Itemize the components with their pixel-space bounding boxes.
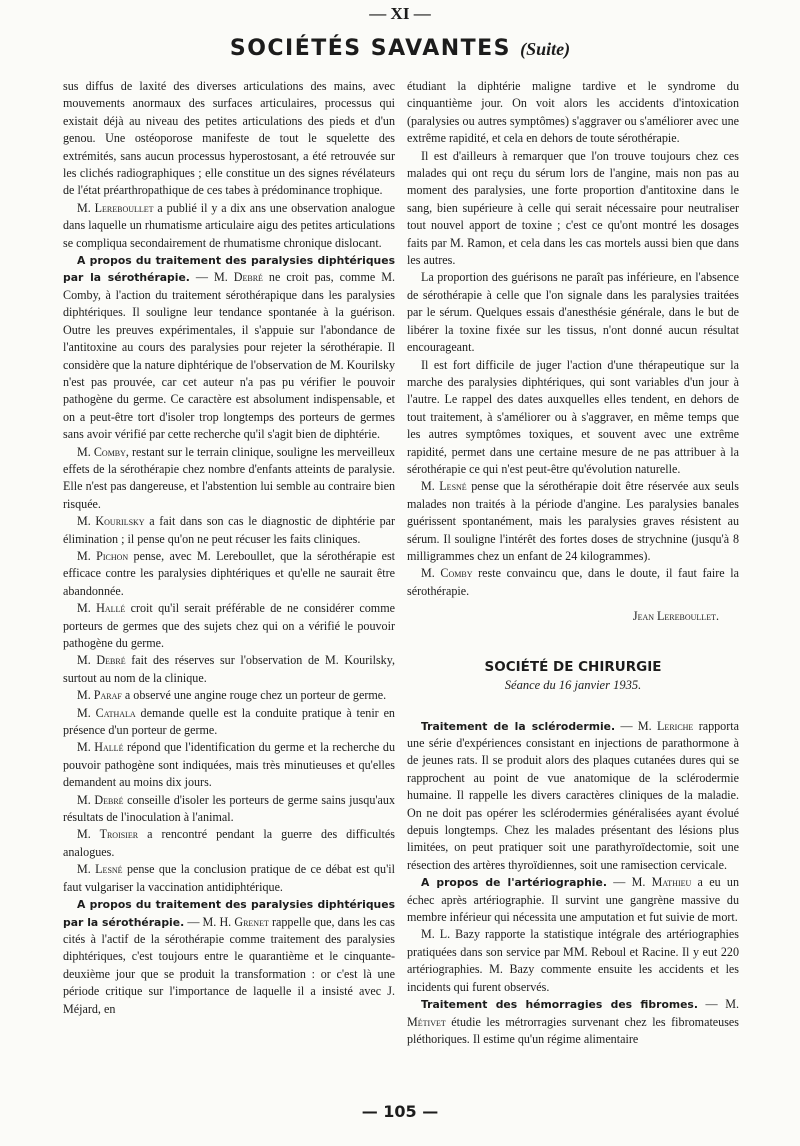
speaker-name: M. Troisier [77, 827, 139, 842]
topic-heading: A propos du traitement des paralysies diphtériques par la sérothérapie. [63, 898, 395, 929]
page-header-roman-numeral: — XI — [369, 4, 431, 23]
paragraph: Il est d'ailleurs à remarquer que l'on trouve toujours chez ces malades qui ont reçu du sérum lors de l'angine, mais non pas au moment des paralysies, une forte proportion d'antitoxine dans le sang, bien supérieure à celle qui serait nécessaire pour neutraliser tout nouvel apport de toxine ; c'est ce qu'ont montré les dosages faits par M. Ramon, et cela dans les cas mortels aussi bien que dans les autres. [407, 148, 739, 268]
paragraph: sus diffus de laxité des diverses articulations des mains, avec mouvements anormaux des surfaces articulaires, processus qui existait déjà au niveau des petites articulations des pieds et d'un genou. Une ostéoporose manifeste de tout le squelette des extrémités, sans aucun processus hyperostosant, a été retrouvée sur les clichés radiographiques ; elle constitue un des signes révélateurs de l'état préarthropathique de ces tabes à prédominance trophique. [63, 79, 395, 198]
paragraph: Il est fort difficile de juger l'action d'une thérapeutique sur la marche des paralysies diphtériques, qui sont variables d'un jour à l'autre. Le rappel des dates auxquelles elles tendent, en dehors de tout traitement, à s'améliorer ou à s'aggraver, en même temps que les autres symptômes toxiques, et souvent avec une extrême rapidité, permet dans une certaine mesure de ne pas attribuer à la sérothérapie ce qui n'est peut-être qu'évolution naturelle. [407, 357, 739, 476]
speaker-name: M. Lesné [421, 479, 467, 494]
paragraph: M. Hallé répond que l'identification du germe et la recherche du pouvoir pathogène sont indiquées, mais très minutieuses et qu'elles demandent au moins dix jours. [63, 740, 395, 790]
page-number: — 105 — [361, 1102, 439, 1121]
paragraph: M. Kourilsky a fait dans son cas le diagnostic de diphtérie par élimination ; il pense qu'on ne peut récuser les faits cliniques. [63, 514, 396, 546]
paragraph: M. Lesné pense que la sérothérapie doit être réservée aux seuls malades non traités à la période d'angine. Les paralysies banales guérissent spontanément, mais les paralysies graves résistent au sérum. Il souligne l'intérêt des fortes doses de strychnine (jusqu'à 8 milligrammes chez un enfant de 24 kilogrammes). [407, 479, 739, 563]
speaker-name: M. Lesné [77, 862, 123, 877]
right-column [407, 78, 739, 1048]
speaker-name: M. Debré [77, 792, 124, 807]
topic-heading: Traitement des hémorragies des fibromes. [421, 998, 698, 1012]
paragraph: Traitement de la sclérodermie. — M. Leriche rapporta une série d'expériences consistant en injections de parathormone à de jeunes rats. Il se produit alors des plaques cutanées dures qui se rapprochent au point de vue anatomique de la sclérodermie humaine. Il rappelle les divers caractères cliniques de la maladie. On ne doit pas opérer les sclérodermies généralisées ayant évolué depuis longtemps. Chez les malades présentant des lésions plus limitées, on peut pratiquer soit une parathyroïdectomie, soit une résection des artères thyroïdiennes, soit une ramisection cervicale. [407, 718, 739, 872]
topic-heading: A propos du traitement des paralysies diphtériques par la sérothérapie. [63, 254, 395, 285]
speaker-name: M. Comby [77, 444, 126, 459]
paragraph: A propos du traitement des paralysies diphtériques par la sérothérapie. — M. Debré ne croit pas, comme M. Comby, à l'action du traitement sérothérapique dans les paralysies diphtériques. Il souligne leur tendance spontanée à la guérison. Outre les preuves expérimentales, il s'appuie sur l'abondance de l'antitoxine au cours des paralysies pour rejeter la sérothérapie. Il considère que la nature diphtérique de l'observation de M. Kourilsky n'est pas prouvée, car cet auteur n'a pas pu vérifier le pouvoir pathogène du germe. Ce caractère est absolument indispensable, et on a peut-être tort d'isoler trop longtemps des porteurs de germes sans avoir vérifié par cette recherche qu'il s'agit bien de diphtérie. [63, 254, 395, 442]
paragraph: Traitement des hémorragies des fibromes. — M. Métivet étudie les métrorragies survenant chez les fibromateuses pléthoriques. Il estime qu'un régime alimentaire [407, 997, 739, 1046]
speaker-name: M. Comby [421, 566, 473, 581]
section-title: SOCIÉTÉ DE CHIRURGIE [484, 658, 662, 675]
speaker-name: M. Lereboullet [77, 200, 154, 215]
paragraph: M. Pichon pense, avec M. Lereboullet, que la sérothérapie est efficace contre les paralysies diphtériques et qu'elle ne saurait être abandonnée. [63, 548, 396, 598]
paragraph: M. Troisier a rencontré pendant la guerre des difficultés analogues. [63, 827, 395, 859]
left-column [63, 78, 395, 1018]
paragraph: A propos du traitement des paralysies diphtériques par la sérothérapie. — M. H. Grenet rappelle que, dans les cas cités à l'actif de la sérothérapie comme traitement des paralysies diphtériques, c'est toujours entre le quarantième et le cinquante-deuxième jour que se produit la transformation : or c'est là une période critique sur l'importance de laquelle il a insisté avec J. Méjard, en [63, 898, 395, 1016]
topic-heading: A propos de l'artériographie. [421, 876, 607, 890]
paragraph: M. Comby, restant sur le terrain clinique, souligne les merveilleux effets de la sérothérapie chez nombre d'enfants atteints de paralysie. Elle n'est pas dangereuse, et l'abstention lui semble au contraire bien risquée. [63, 444, 395, 511]
paragraph: M. Comby reste convaincu que, dans le doute, il faut faire la sérothérapie. [407, 566, 739, 598]
paragraph: M. Cathala demande quelle est la conduite pratique à tenir en présence d'un porteur de germe. [63, 705, 395, 738]
topic-heading: Traitement de la sclérodermie. [421, 719, 616, 733]
speaker-name: M. Kourilsky [77, 514, 145, 529]
speaker-name: — M. Métivet [407, 997, 739, 1029]
paragraph: M. Debré conseille d'isoler les porteurs de germe sains jusqu'aux résultats de l'inoculation à l'animal. [63, 792, 396, 825]
speaker-name: M. Pichon [77, 548, 129, 563]
speaker-name: M. Debré [77, 653, 126, 668]
title-main: SOCIÉTÉS SAVANTES [229, 36, 512, 61]
paragraph: A propos de l'artériographie. — M. Mathieu a eu un échec après artériographie. Il survint une gangrène massive du membre inférieur qui nécessita une amputation et fut suivie de mort. [407, 875, 739, 925]
speaker-name: — M. Debré [189, 270, 263, 285]
speaker-name: — M. Leriche [615, 718, 694, 733]
paragraph: M. Paraf a observé une angine rouge chez un porteur de germe. [77, 688, 387, 703]
paragraph: M. Lereboullet a publié il y a dix ans une observation analogue dans laquelle un rhumatisme articulaire aigu des petites articulations se compliqua secondairement de rhumatisme chronique dislocant. [63, 200, 396, 250]
page-title [0, 36, 800, 61]
paragraph: M. Debré fait des réserves sur l'observation de M. Kourilsky, surtout au nom de la clinique. [63, 653, 396, 685]
speaker-name: M. Hallé [77, 601, 126, 616]
paragraph: M. Hallé croit qu'il serait préférable de ne considérer comme porteurs de germes que des sujets chez qui on a vérifié le pouvoir pathogène du germe. [63, 601, 395, 650]
title-suite: (Suite) [520, 39, 571, 59]
paragraph: M. Lesné pense que la conclusion pratique de ce débat est qu'il faut vulgariser la vaccination antidiphtérique. [63, 862, 396, 894]
speaker-name: M. Paraf [77, 688, 122, 703]
speaker-name: M. Cathala [77, 705, 136, 720]
paragraph: étudiant la diphtérie maligne tardive et le syndrome du cinquantième jour. On voit alors les accidents d'intoxication (paralysies ou autres symptômes) s'aggraver ou s'améliorer avec une extrême rapidité, et cela en dehors de toute sérothérapie. [407, 79, 739, 146]
speaker-name: M. Hallé [77, 740, 124, 755]
paragraph: La proportion des guérisons ne paraît pas inférieure, en l'absence de sérothérapie à celle que l'on signale dans les paralysies traitées par le sérum. Quelques essais d'anesthésie générale, dans le but de libérer la toxine fixée sur les tissus, n'ont donné aucun résultat encourageant. [407, 270, 739, 355]
speaker-name: — M. H. Grenet [184, 914, 269, 929]
speaker-name: — M. Mathieu [606, 875, 692, 890]
author-signature: Jean Lereboullet. [632, 609, 719, 624]
paragraph: M. L. Bazy rapporte la statistique intégrale des artériographies pratiquées dans son service par MM. Reboul et Racine. Il y eut 220 artériographies. M. Bazy commente ensuite les accidents et les incidents qui furent observés. [407, 927, 739, 994]
session-date: Séance du 16 janvier 1935. [504, 677, 642, 692]
